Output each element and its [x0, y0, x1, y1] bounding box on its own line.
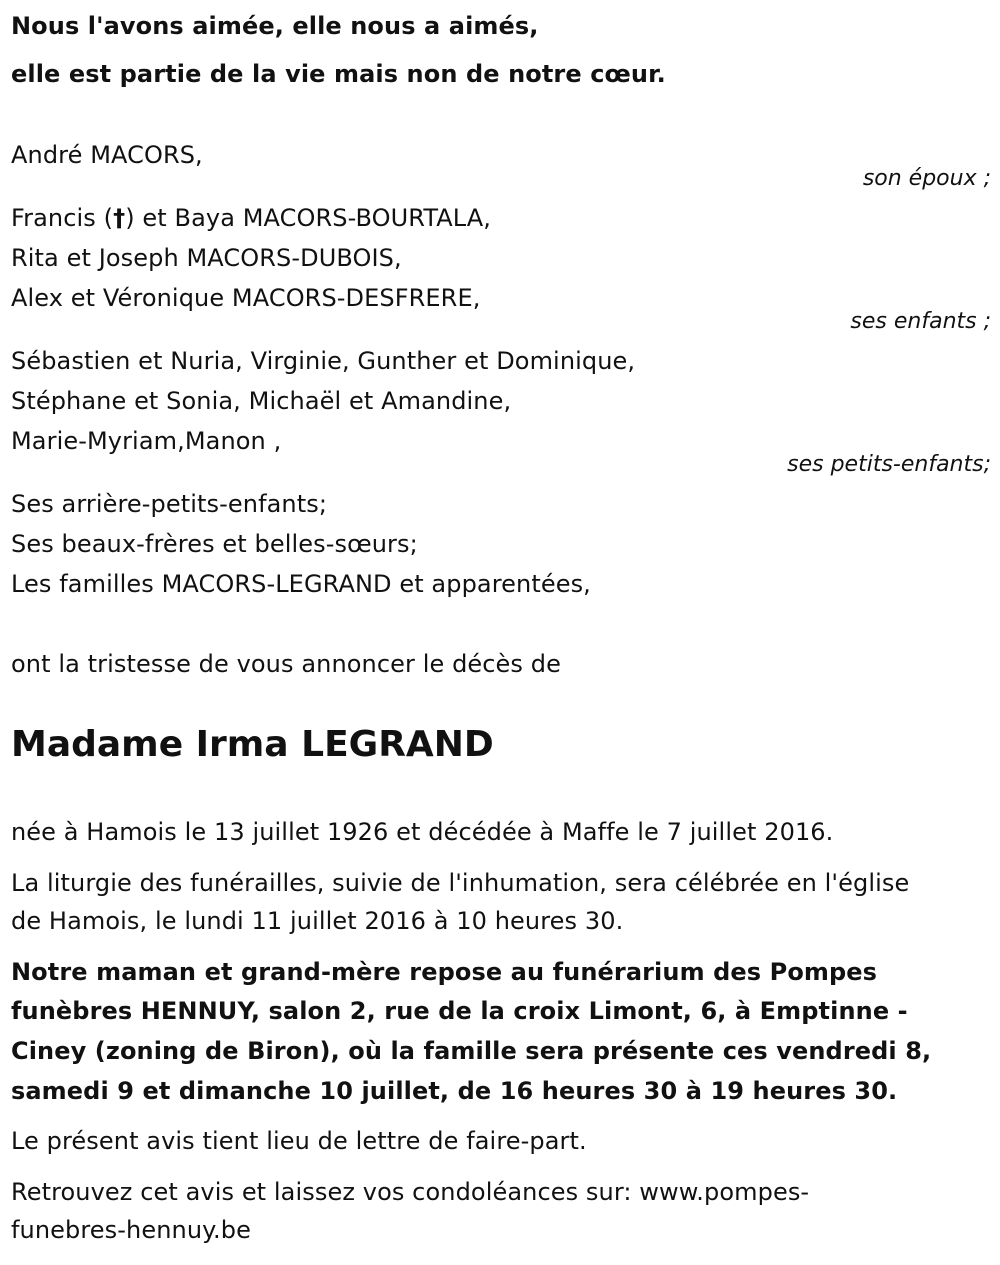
rest-line-1: Notre maman et grand-mère repose au funérarium des Pompes — [11, 958, 878, 986]
children-line-1-part-a: Francis ( — [11, 204, 114, 232]
deceased-name: Madame Irma LEGRAND — [11, 724, 494, 765]
rest-line-2: funèbres HENNUY, salon 2, rue de la croix Limont, 6, à Emptinne - — [11, 997, 908, 1025]
spouse-relation: son époux ; — [862, 166, 991, 191]
rest-line-4: samedi 9 et dimanche 10 juillet, de 16 heures 30 à 19 heures 30. — [11, 1077, 898, 1105]
grandchildren-line-3: Marie-Myriam,Manon , — [11, 427, 282, 455]
grandchildren-relation: ses petits-enfants; — [787, 452, 991, 477]
children-line-1 — [11, 204, 491, 232]
spouse-name: André MACORS, — [11, 141, 203, 169]
others-line-2: Ses beaux-frères et belles-sœurs; — [11, 530, 418, 558]
condolences-line-2: funebres-hennuy.be — [11, 1216, 251, 1244]
epigraph-line-2: elle est partie de la vie mais non de notre cœur. — [11, 60, 666, 88]
birth-death: née à Hamois le 13 juillet 1926 et décédée à Maffe le 7 juillet 2016. — [11, 818, 834, 846]
epigraph-line-1: Nous l'avons aimée, elle nous a aimés, — [11, 12, 539, 40]
children-line-1-part-b: ) et Baya MACORS-BOURTALA, — [125, 204, 492, 232]
rest-line-3: Ciney (zoning de Biron), où la famille sera présente ces vendredi 8, — [11, 1037, 932, 1065]
others-line-3: Les familles MACORS-LEGRAND et apparentées, — [11, 570, 591, 598]
notice: Le présent avis tient lieu de lettre de faire-part. — [11, 1127, 587, 1155]
announcement: ont la tristesse de vous annoncer le décès de — [11, 650, 561, 678]
children-line-2: Rita et Joseph MACORS-DUBOIS, — [11, 244, 402, 272]
others-line-1: Ses arrière-petits-enfants; — [11, 490, 328, 518]
grandchildren-line-1: Sébastien et Nuria, Virginie, Gunther et Dominique, — [11, 347, 636, 375]
children-line-3: Alex et Véronique MACORS-DESFRERE, — [11, 284, 481, 312]
condolences-line-1: Retrouvez cet avis et laissez vos condoléances sur: www.pompes- — [11, 1178, 810, 1206]
liturgy-line-2: de Hamois, le lundi 11 juillet 2016 à 10 heures 30. — [11, 907, 624, 935]
cross-icon: † — [113, 204, 126, 232]
liturgy-line-1: La liturgie des funérailles, suivie de l'inhumation, sera célébrée en l'église — [11, 869, 910, 897]
grandchildren-line-2: Stéphane et Sonia, Michaël et Amandine, — [11, 387, 512, 415]
children-relation: ses enfants ; — [850, 309, 991, 334]
